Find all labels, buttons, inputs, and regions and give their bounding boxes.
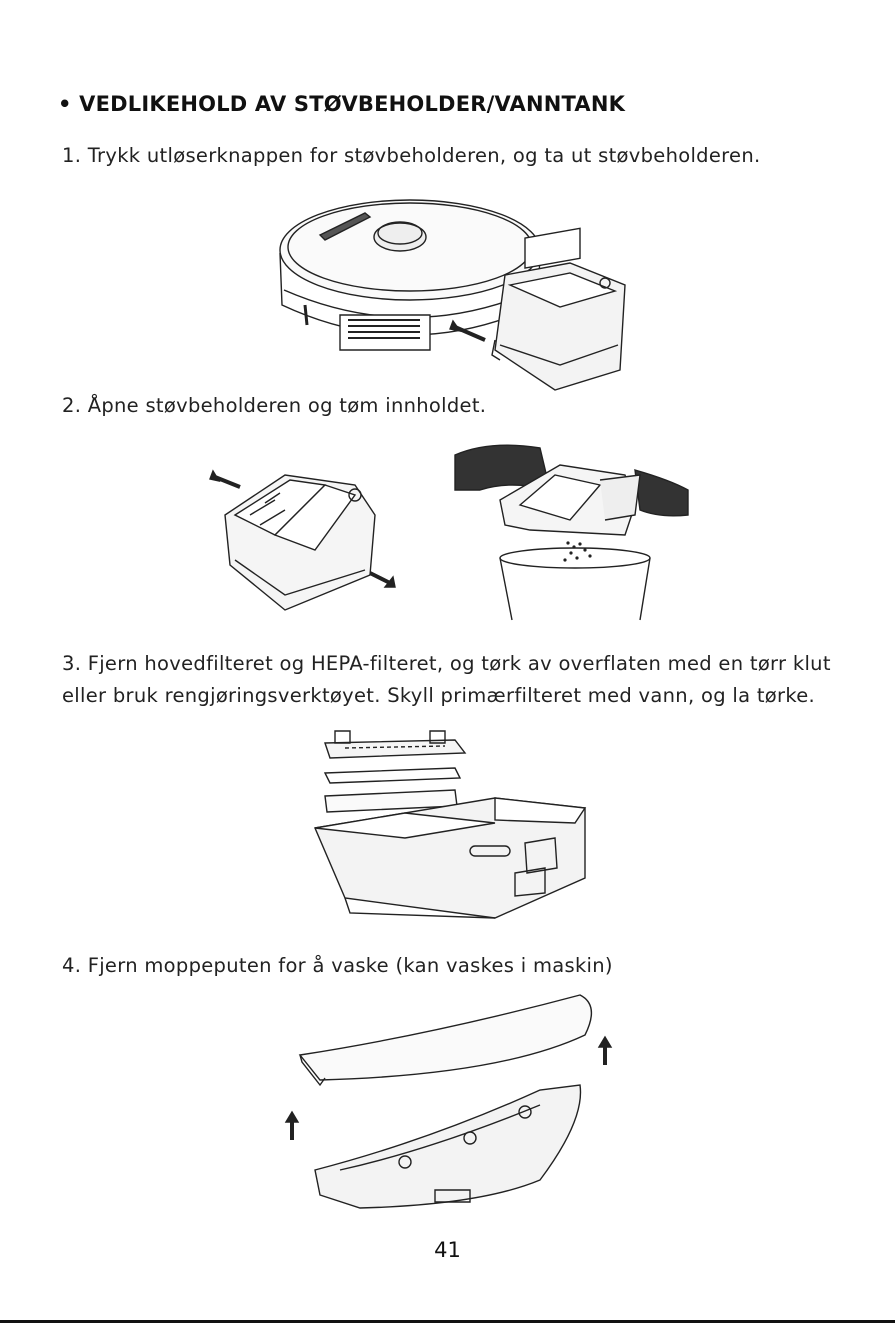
step-1-text: 1. Trykk utløserknappen for støvbeholderen, og ta ut støvbeholderen. [62, 144, 761, 167]
bottom-rule [0, 1320, 895, 1323]
robot-dustbin-removal-illustration [270, 195, 640, 395]
page-number: 41 [434, 1238, 461, 1262]
open-dustbin-illustration [205, 455, 405, 615]
filters-exploded-illustration [305, 728, 595, 923]
mop-pad-removal-illustration [280, 990, 620, 1215]
emptying-dustbin-illustration [450, 440, 690, 625]
section-heading: • VEDLIKEHOLD AV STØVBEHOLDER/VANNTANK [58, 92, 626, 116]
step-2-text: 2. Åpne støvbeholderen og tøm innholdet. [62, 394, 487, 417]
step-3-text: 3. Fjern hovedfilteret og HEPA-filteret, og tørk av overflaten med en tørr klut eller bruk rengjøringsverktøyet. Skyll primærfilteret med vann, og la tørke. [62, 652, 831, 707]
step-4-text: 4. Fjern moppeputen for å vaske (kan vaskes i maskin) [62, 954, 613, 977]
